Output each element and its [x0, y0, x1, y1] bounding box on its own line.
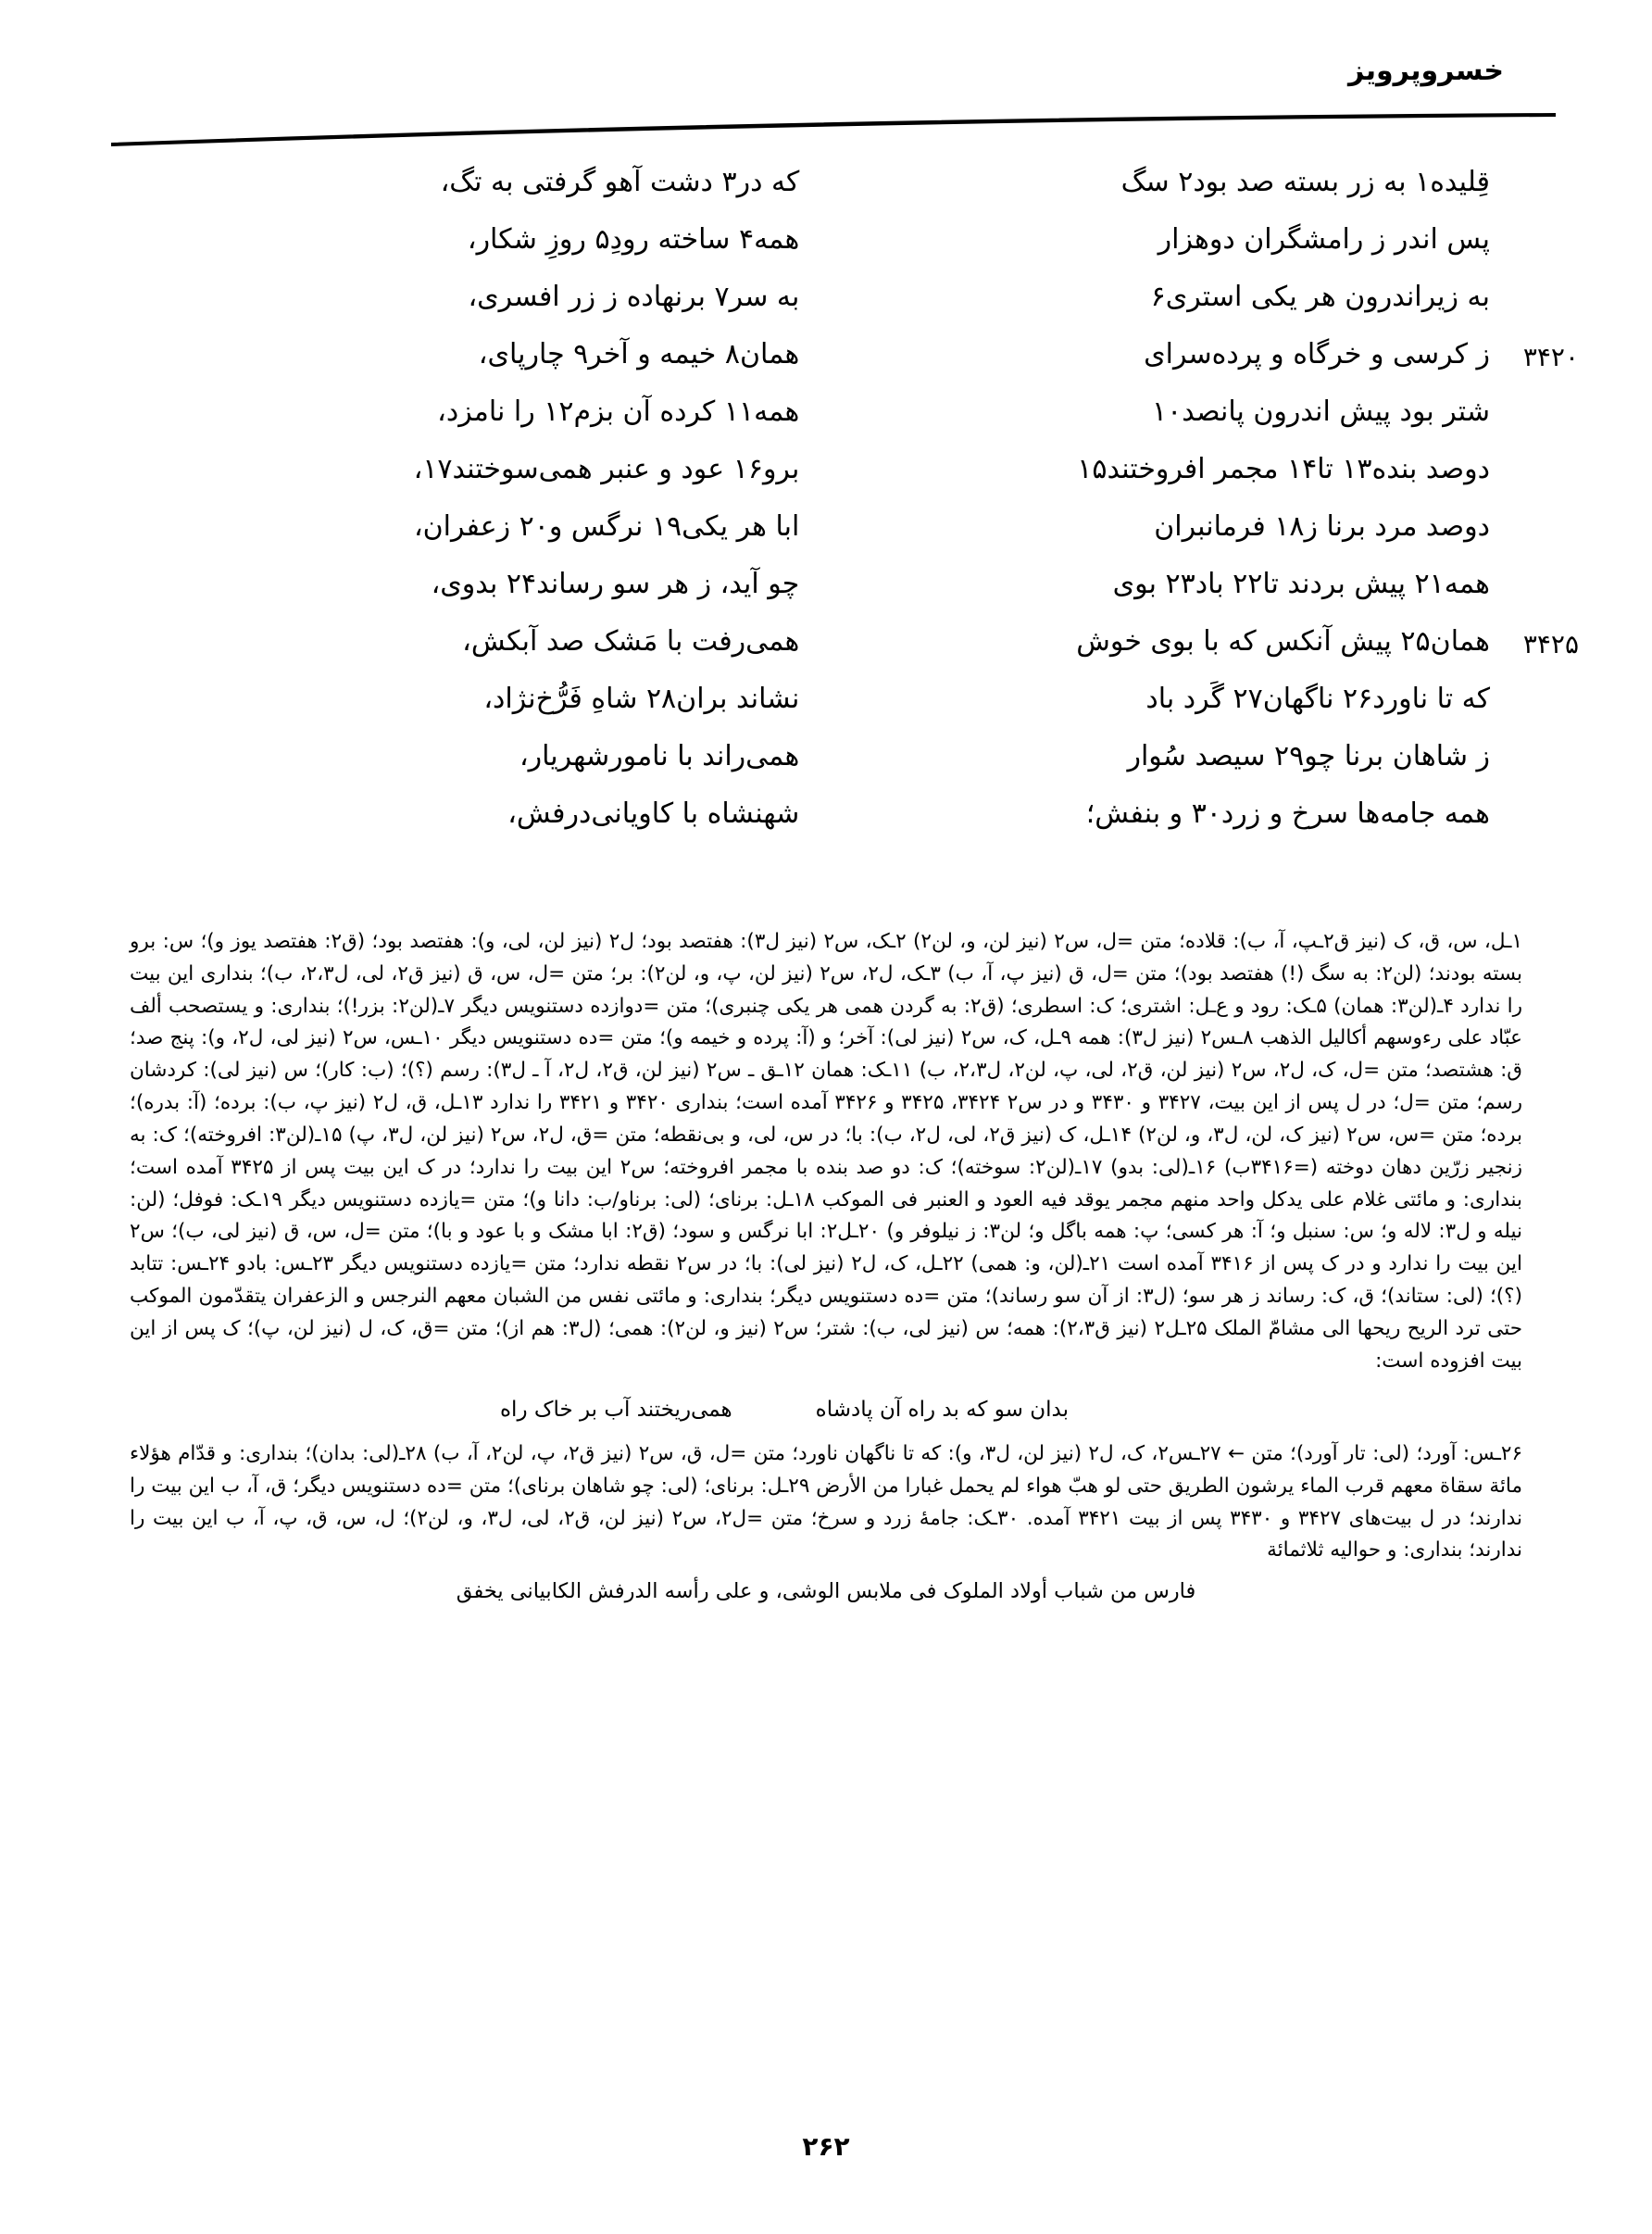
hemistich-left [162, 166, 800, 198]
apparatus-paragraph: ۱ـل، س، ق، ک (نیز ق۲ـپ، آ، ب): قلاده؛ متن =ل، س۲ (نیز لن، و، لن۲) ۲ـک، س۲ (نیز ل۳): هفتصد بود؛ ل۲ (نیز لن، لی، و): هفتصد بود؛ (ق۲: هفتصد یوز و)؛ س: برو بسته بودند؛ (لن۲: به سگ (!) هفتصد بود)؛ متن =ل، ق (نیز پ، آ، ب) ۳ـک، ل۲، س۲ (نیز لن، پ، و، لن۲): بر؛ متن =ل، س، ق (نیز ق۲، لی، ل۲،۳، ب)؛ بنداری این بیت را ندارد ۴ـ(لن۳: همان) ۵ـک: رود و ع‌ـل: اشتری؛ ک: اسطری؛ (ق۲: به گردن همی هر یکی چنبری)؛ متن =دوازده دستنویس دیگر ۷ـ(لن۲: بزر!)؛ بنداری: و یستصحب ألف عبّاد علی رءوسهم أکالیل الذهب ۸ـس۲ (نیز ل۳): همه ۹ـل، ک، س۲ (نیز لی): آخر؛ و (آ: پرده و خیمه و)؛ متن =ده دستنویس دیگر ۱۰ـس، س۲ (نیز لی، ل۲، و): پنج صد؛ ق: هشتصد؛ متن =ل، ک، ل۲، س۲ (نیز لن، ق۲، لی، پ، لن۲، ل۲،۳، ب) ۱۱ـک: همان ۱۲ـق ـ س۲ (نیز لن، ق۲، ل۲، آ ـ ل۳): رسم (؟)؛ (ب: کار)؛ س (نیز لی): کردشان رسم؛ متن =ل؛ در ل پس از این بیت، ۳۴۲۷ و ۳۴۳۰ و در س۲ ۳۴۲۴، ۳۴۲۵ و ۳۴۲۶ آمده است؛ بنداری ۳۴۲۰ و ۳۴۲۱ را ندارد ۱۳ـل، ق، ل۲ (نیز پ، ب): برده؛ (آ: بدره)؛ برده؛ متن =س، س۲ (نیز ک، لن، ل۳، و، لن۲) ۱۴ـل، ک (نیز ق۲، لی، ل۲، ب): با؛ در س، لی، و بی‌نقطه؛ متن =ق، ل۲، س۲ (نیز لن، ل۳، پ) ۱۵ـ(لن۳: افروخته)؛ ک: به زنجیر زرّین دهان دوخته (=۳۴۱۶ب) ۱۶ـ(لی: بدو) ۱۷ـ(لن۲: سوخته)؛ ک: دو صد بنده با مجمر افروخته؛ س۲ این بیت را ندارد؛ در ک این بیت پس از ۳۴۲۵ آمده است؛ بنداری: و مائتی غلام علی یدکل واحد منهم مجمر یوقد فیه العود و العنبر فی الموکب ۱۸ـل: برنای؛ (لی: برناو/ب: دانا و)؛ متن =یازده دستنویس دیگر ۱۹ـک: فوفل؛ (لن: نیله و ل۳: لاله و؛ س: سنبل و؛ آ: هر کسی؛ پ: همه باگل و؛ لن۳: ز نیلوفر و) ۲۰ـل۲: ابا نرگس و سود؛ (ق۲: ابا مشک و با عود و با)؛ متن =ل، س، ق (نیز لی، ب)؛ س۲ این بیت را ندارد و در ک پس از ۳۴۱۶ آمده است ۲۱ـ(لن، و: همی) ۲۲ـل، ک، ل۲ (نیز لی): با؛ در س۲ نقطه ندارد؛ متن =یازده دستنویس دیگر ۲۳ـس: بادو ۲۴ـس: تتابد (؟)؛ (لی: ستاند)؛ ق، ک: رساند ز هر سو؛ (ل۳: از آن سو رساند)؛ متن =ده دستنویس دیگر؛ بنداری: و مائتی نفس من الشبان معهم النرجس و الزعفران یتقدّمون الموکب حتی ترد الریح ریحها الی مشامّ الملک ۲۵ـل۲ (نیز ق۲،۳): همه؛ س (نیز لی، ب): شتر؛ س۲ (نیز و، لن۲): همی؛ (ل۳: هم از)؛ متن =ق، ک، ل (نیز لن، پ)؛ ک پس از این بیت افزوده است: [130, 930, 1522, 1373]
verse-row [162, 510, 1490, 571]
hemistich-text: چو آید، ز هر سو رساند۲۴ بدوی، [431, 568, 800, 600]
verse-row [162, 568, 1490, 628]
verse-row [162, 223, 1490, 283]
page-number: ۲۶۲ [802, 2131, 850, 2162]
hemistich-text: همی‌رفت با مَشک صد آبکش، [462, 625, 800, 658]
verse-row [162, 283, 1490, 341]
verse-row [162, 338, 1579, 398]
hemistich-left [162, 223, 800, 256]
hemistich-right [799, 568, 1490, 600]
hemistich-text: که در۳ دشت آهو گرفتی به تگ، [440, 166, 800, 198]
hemistich-left [162, 685, 799, 713]
critical-apparatus [130, 926, 1522, 1609]
hemistich-right [799, 797, 1490, 830]
hemistich-left [162, 740, 800, 772]
verse-number: ۳۴۲۵ [1522, 629, 1579, 659]
hemistich-left [162, 625, 800, 658]
hemistich-left [162, 283, 799, 311]
hemistich-text: همی‌راند با نامورشهریار، [519, 740, 800, 772]
hemistich-text: همه جامه‌ها سرخ و زرد۳۰ و بنفش؛ [1085, 797, 1490, 830]
hemistich-text: شتر بود پیش اندرون پانصد۱۰ [1151, 395, 1490, 428]
verse-row [162, 740, 1490, 800]
running-head: خسروپرویز [1348, 55, 1504, 87]
header-rule-curve [0, 111, 1652, 148]
hemistich-text: دوصد مرد برنا ز۱۸ فرمانبران [1154, 510, 1490, 543]
hemistich-text: ز شاهان برنا چو۲۹ سیصد سُوار [1127, 740, 1490, 772]
hemistich-right [799, 625, 1579, 659]
hemistich-right [799, 283, 1490, 311]
hemistich-text: همان۲۵ پیش آنکس که با بوی خوش [1076, 625, 1490, 658]
hemistich-right [799, 740, 1490, 772]
hemistich-left [162, 510, 800, 543]
arabic-closing-line: فارس من شباب أولاد الملوک فی ملابس الوشی، و علی رأسه الدرفش الکابیانی یخفق [456, 1579, 1196, 1604]
hemistich-right [799, 223, 1490, 256]
hemistich-text: ز کرسی و خرگاه و پرده‌سرای [1144, 338, 1490, 370]
verse-number: ۳۴۲۰ [1522, 342, 1579, 372]
hemistich-left [162, 395, 800, 428]
verse-row [162, 453, 1490, 513]
verse-row [162, 166, 1490, 226]
hemistich-left [162, 338, 800, 370]
hemistich-left [162, 568, 800, 600]
hemistich-text: ابا هر یکی۱۹ نرگس و۲۰ زعفران، [413, 510, 800, 543]
hemistich-text: همه۴ ساخته رودِ۵ روزِ شکار، [467, 223, 800, 256]
hemistich-right [799, 453, 1490, 485]
verse-row [162, 797, 1490, 858]
hemistich-right [799, 685, 1490, 713]
hemistich-text: برو۱۶ عود و عنبر همی‌سوختند۱۷، [413, 453, 800, 485]
verse-row [162, 685, 1490, 743]
hemistich-left [162, 797, 800, 830]
hemistich-text: که تا ناورد۲۶ ناگهان۲۷ گَرد باد [1145, 683, 1490, 715]
hemistich-text: همه۲۱ پیش بردند تا۲۲ باد۲۳ بوی [1112, 568, 1490, 600]
hemistich-text: پس اندر ز رامشگران دوهزار [1158, 223, 1490, 256]
apparatus-paragraph-continued: ۲۶ـس: آورد؛ (لی: تار آورد)؛ متن ← ۲۷ـس۲، ک، ل۲ (نیز لن، ل۳، و): که تا ناگهان ناورد؛ متن =ل، ق، س۲ (نیز ق۲، پ، لن۲، آ، ب) ۲۸ـ(لی: بدان)؛ بنداری: و قدّام هؤلاء مائة سقاة معهم قرب الماء یرشون الطریق حتی لو هبّ هواء لم یحمل غبارا من الأرض ۲۹ـل: برنای؛ (لی: چو شاهان برنای)؛ متن =ده دستنویس دیگر؛ ق، آ، ب این بیت را ندارند؛ در ل بیت‌های ۳۴۲۷ و ۳۴۳۰ پس از بیت ۳۴۲۱ آمده. ۳۰ـک: جامهٔ زرد و سرخ؛ متن =ل۲، س۲ (نیز لن، ق۲، لی، ل۳، و، لن۲)؛ ل، س، ق، پ، آ، ب این بیت را ندارند؛ بنداری: و حوالیه ثلاثمائة [130, 1441, 1522, 1563]
hemistich-right [799, 395, 1490, 428]
hemistich-text: به زیراندرون هر یکی استری۶ [1150, 281, 1490, 313]
hemistich-text: نشاند بران۲۸ شاهِ فَرُّخ‌نژاد، [483, 683, 800, 715]
verse-row [162, 625, 1579, 685]
inserted-couplet [130, 1393, 1522, 1427]
verse-block [162, 166, 1579, 858]
hemistich-text: شهنشاه با کاویانی‌درفش، [507, 797, 800, 830]
hemistich-left [162, 453, 800, 485]
hemistich-text: دوصد بنده۱۳ تا۱۴ مجمر افروختند۱۵ [1077, 453, 1490, 485]
inserted-couplet-right: بدان سو که بد راه آن پادشاه [815, 1397, 1069, 1422]
hemistich-right [799, 166, 1490, 198]
hemistich-text: به سر۷ برنهاده ز زر افسری، [468, 281, 800, 313]
hemistich-right [799, 338, 1579, 372]
inserted-couplet-left: همی‌ریختند آب بر خاک راه [500, 1397, 732, 1422]
hemistich-text: همه۱۱ کرده آن بزم۱۲ را نامزد، [437, 395, 800, 428]
hemistich-text: همان۸ خیمه و آخر۹ چارپای، [478, 338, 800, 370]
hemistich-right [799, 510, 1490, 543]
hemistich-text: قِلیده۱ به زر بسته صد بود۲ سگ [1120, 166, 1490, 198]
verse-row [162, 395, 1490, 456]
header-rule [0, 111, 1652, 148]
